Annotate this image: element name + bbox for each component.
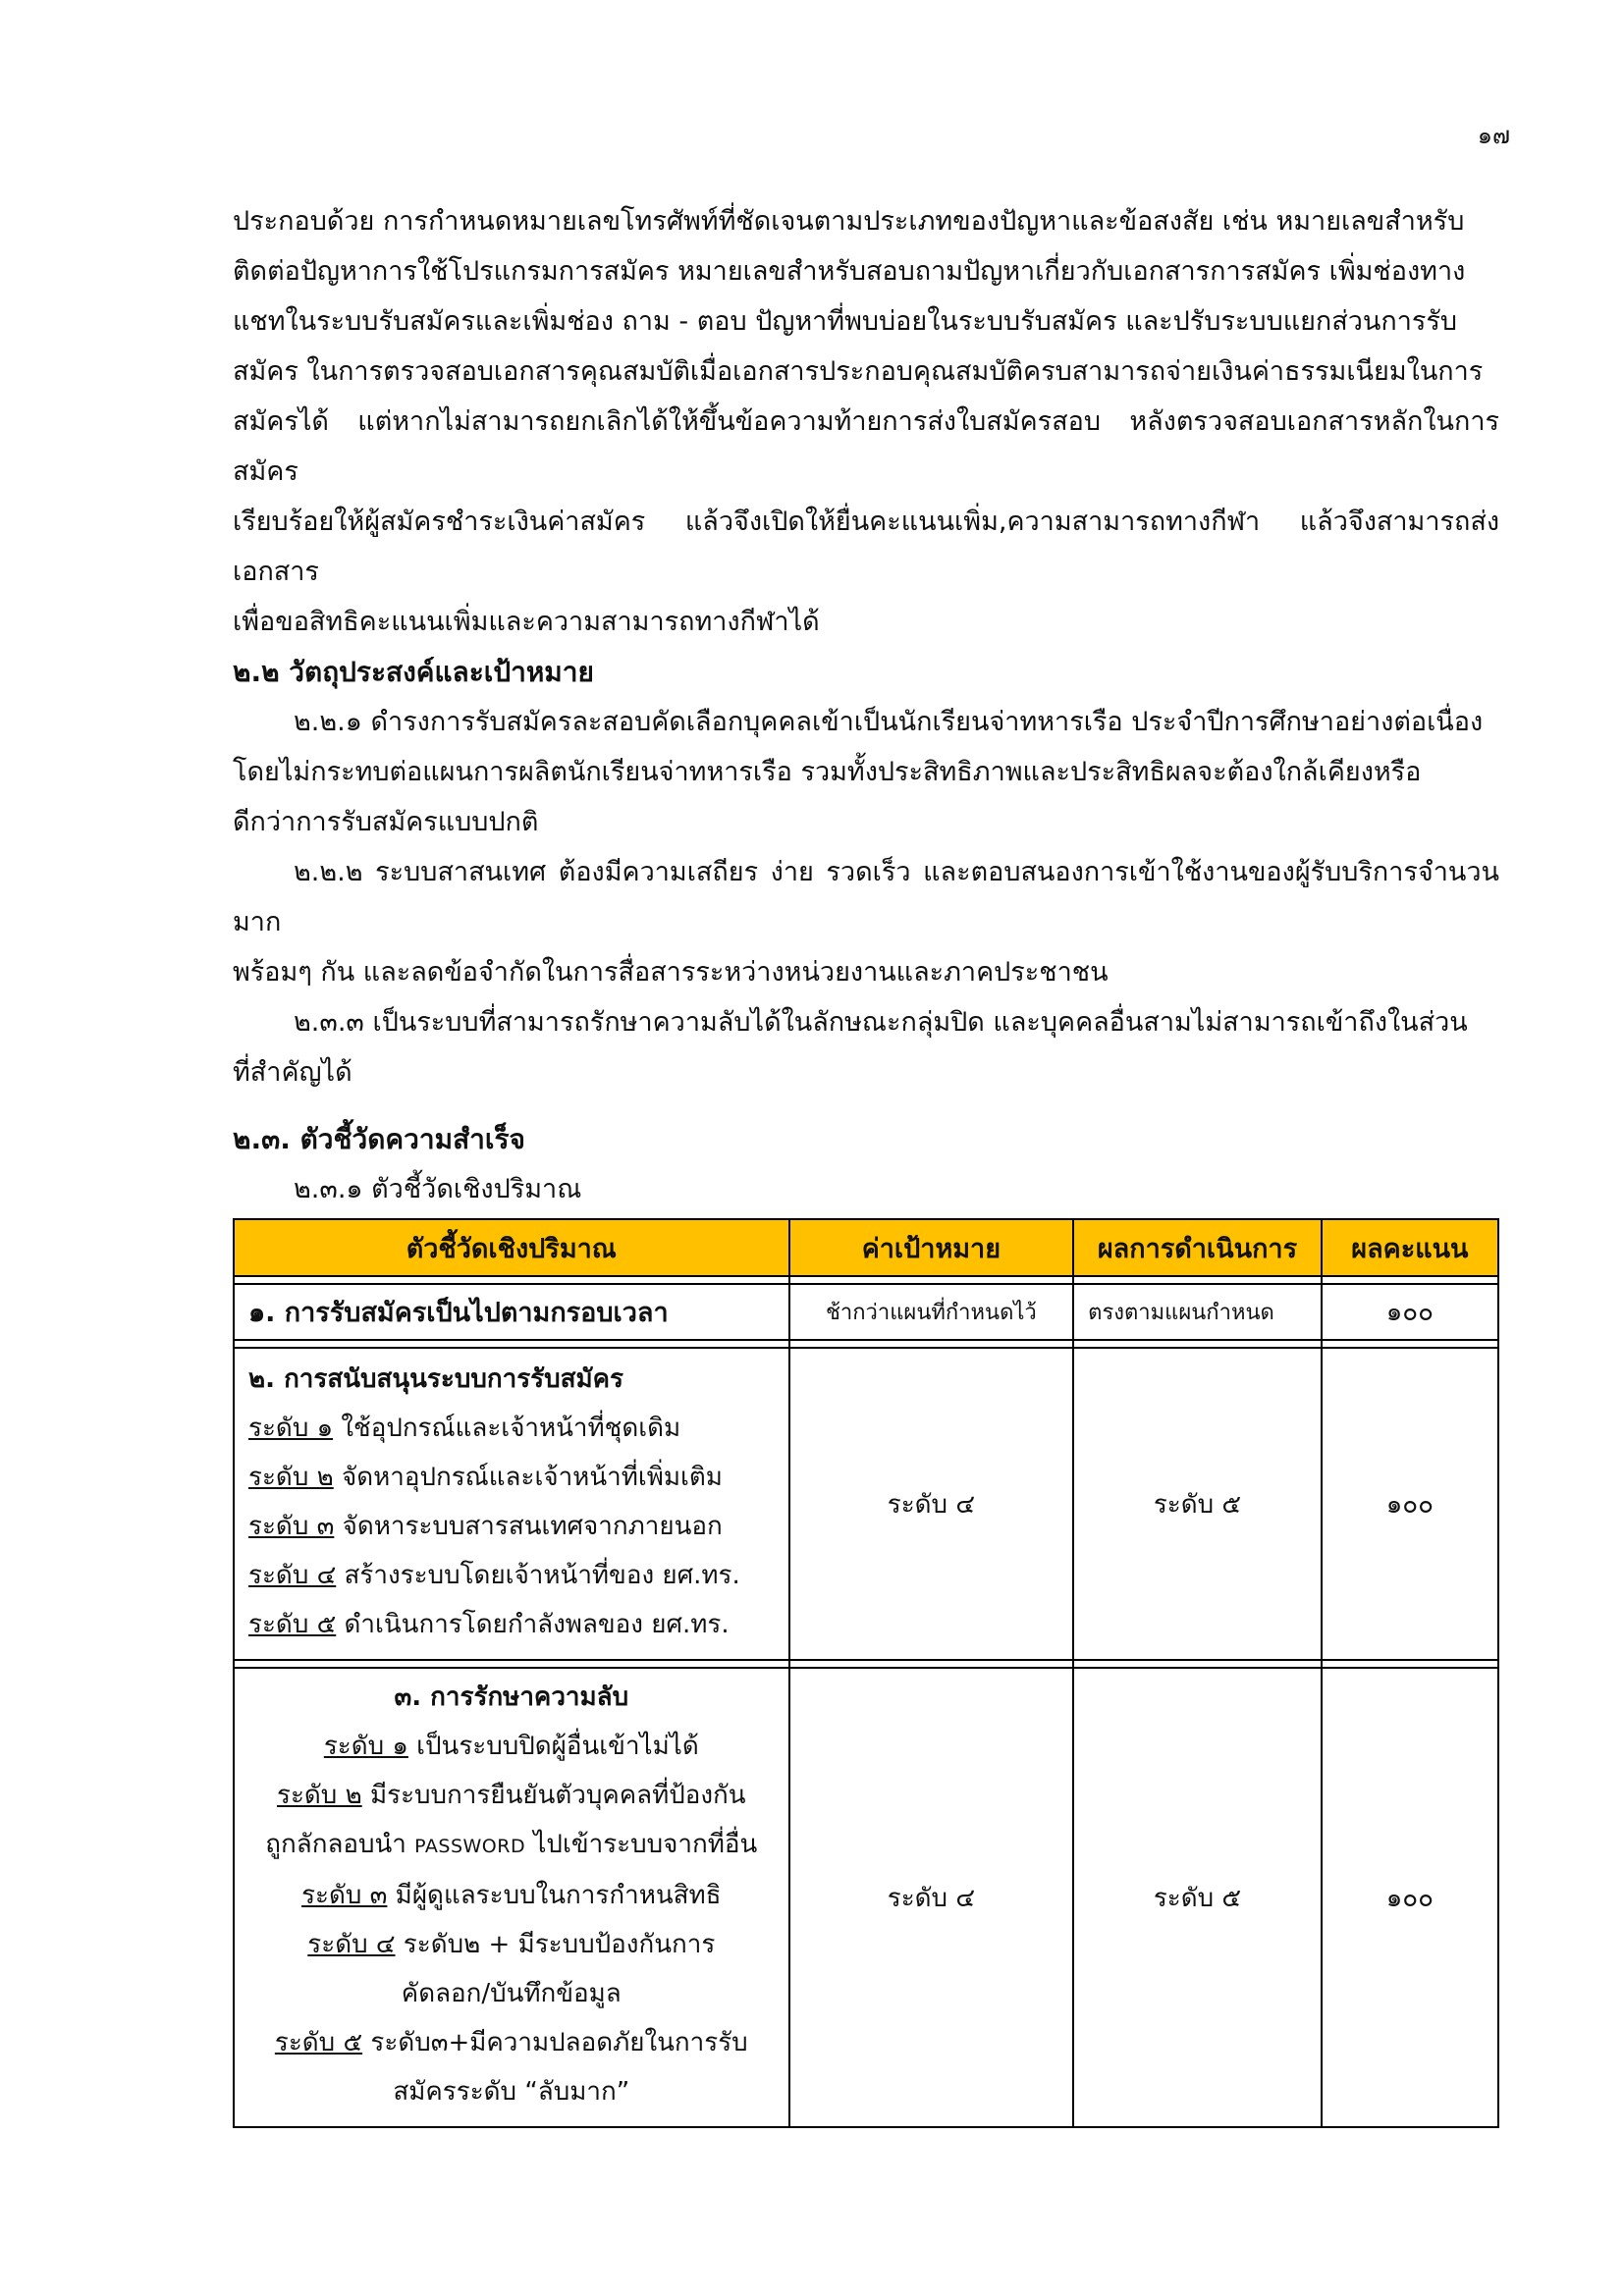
level-line: ถูกลักลอบนำ PASSWORD ไปเข้าระบบจากที่อื่น — [265, 1830, 758, 1859]
text-line: ๒.๓.๓ เป็นระบบที่สามารถรักษาความลับได้ในลักษณะกลุ่มปิด และบุคคลอื่นสามไม่สามารถเข้าถึงในส่วน — [294, 1007, 1468, 1038]
header-score: ผลคะแนน — [1322, 1219, 1498, 1276]
text-line: พร้อมๆ กัน และลดข้อจำกัดในการสื่อสารระหว่างหน่วยงานและภาคประชาชน — [233, 957, 1109, 988]
objective-item-1 — [233, 697, 1499, 847]
level-line: สมัครระดับ “ลับมาก” — [393, 2077, 630, 2107]
level-line: ระดับ ๓ มีผู้ดูแลระบบในการกำหนสิทธิ — [301, 1881, 722, 1910]
level-line: ระดับ ๕ ดำเนินการโดยกำลังพลของ ยศ.ทร. — [248, 1610, 730, 1639]
text-line: แชทในระบบรับสมัครและเพิ่มช่อง ถาม - ตอบ ปัญหาที่พบบ่อยในระบบรับสมัคร และปรับระบบแยกส่วนการรับ — [233, 306, 1458, 337]
result-value: ระดับ ๕ — [1073, 1348, 1322, 1660]
text-line: ที่สำคัญได้ — [233, 1057, 352, 1088]
header-indicator: ตัวชี้วัดเชิงปริมาณ — [234, 1219, 789, 1276]
level-line: ระดับ ๔ ระดับ๒ + มีระบบป้องกันการ — [307, 1930, 716, 1959]
score-value: ๑๐๐ — [1322, 1284, 1498, 1340]
score-value: ๑๐๐ — [1322, 1348, 1498, 1660]
text-line: สมัคร ในการตรวจสอบเอกสารคุณสมบัติเมื่อเอกสารประกอบคุณสมบัติครบสามารถจ่ายเงินค่าธรรมเนียมในการ — [233, 356, 1484, 387]
level-line: ระดับ ๒ มีระบบการยืนยันตัวบุคคลที่ป้องกัน — [276, 1781, 746, 1810]
indicator-title: ๒. การสนับสนุนระบบการรับสมัคร — [248, 1364, 624, 1394]
section-heading-objectives: ๒.๒ วัตถุประสงค์และเป้าหมาย — [233, 656, 594, 688]
table-row — [234, 1348, 1498, 1660]
objective-item-2 — [233, 847, 1499, 997]
text-line: สมัครได้ แต่หากไม่สามารถยกเลิกได้ให้ขึ้นข้อความท้ายการส่งใบสมัครสอบ หลังตรวจสอบเอกสารหลักในการสมัคร — [233, 406, 1499, 487]
text-line: ดีกว่าการรับสมัครแบบปกติ — [233, 807, 539, 837]
table-header-row — [234, 1219, 1498, 1276]
subsection-heading: ๒.๓.๑ ตัวชี้วัดเชิงปริมาณ — [294, 1174, 582, 1204]
target-value: ช้ากว่าแผนที่กำหนดไว้ — [789, 1284, 1074, 1340]
document-body — [233, 196, 1499, 2128]
level-line: ระดับ ๒ จัดหาอุปกรณ์และเจ้าหน้าที่เพิ่มเติม — [248, 1463, 723, 1492]
table-row — [234, 1284, 1498, 1340]
objective-item-3 — [233, 997, 1499, 1097]
table-row — [234, 1668, 1498, 2127]
section-heading-indicators: ๒.๓. ตัวชี้วัดความสำเร็จ — [233, 1123, 525, 1155]
score-value: ๑๐๐ — [1322, 1668, 1498, 2127]
intro-paragraph — [233, 196, 1499, 647]
text-line: เรียบร้อยให้ผู้สมัครชำระเงินค่าสมัคร แล้วจึงเปิดให้ยื่นคะแนนเพิ่ม,ความสามารถทางกีฬา แล้วจึงสามารถส่งเอกสาร — [233, 507, 1499, 587]
header-target: ค่าเป้าหมาย — [789, 1219, 1074, 1276]
level-line: ระดับ ๔ สร้างระบบโดยเจ้าหน้าที่ของ ยศ.ทร. — [248, 1561, 740, 1590]
target-value: ระดับ ๔ — [789, 1668, 1074, 2127]
level-line: คัดลอก/บันทึกข้อมูล — [401, 1979, 622, 2008]
indicator-cell — [234, 1668, 789, 2127]
header-result: ผลการดำเนินการ — [1073, 1219, 1322, 1276]
indicator-title: ๑. การรับสมัครเป็นไปตามกรอบเวลา — [234, 1284, 789, 1340]
target-value: ระดับ ๔ — [789, 1348, 1074, 1660]
text-line: ๒.๒.๑ ดำรงการรับสมัครละสอบคัดเลือกบุคคลเข้าเป็นนักเรียนจ่าทหารเรือ ประจำปีการศึกษาอย่างต่อเนื่อง — [294, 707, 1484, 737]
result-value: ระดับ ๕ — [1073, 1668, 1322, 2127]
level-line: ระดับ ๑ เป็นระบบปิดผู้อื่นเข้าไม่ได้ — [323, 1732, 699, 1761]
level-line: ระดับ ๑ ใช้อุปกรณ์และเจ้าหน้าที่ชุดเดิม — [248, 1414, 681, 1443]
indicator-cell — [234, 1348, 789, 1660]
indicator-table — [233, 1218, 1499, 2128]
text-line: เพื่อขอสิทธิคะแนนเพิ่มและความสามารถทางกีฬาได้ — [233, 607, 820, 637]
result-value: ตรงตามแผนกำหนด — [1073, 1284, 1322, 1340]
text-line: ประกอบด้วย การกำหนดหมายเลขโทรศัพท์ที่ชัดเจนตามประเภทของปัญหาและข้อสงสัย เช่น หมายเลขสำหรับ — [233, 206, 1465, 237]
text-line: โดยไม่กระทบต่อแผนการผลิตนักเรียนจ่าทหารเรือ รวมทั้งประสิทธิภาพและประสิทธิผลจะต้องใกล้เคียงหรือ — [233, 757, 1422, 787]
level-line: ระดับ ๓ จัดหาระบบสารสนเทศจากภายนอก — [248, 1512, 723, 1541]
level-line: ระดับ ๕ ระดับ๓+มีความปลอดภัยในการรับ — [274, 2028, 748, 2057]
page-number: ๑๗ — [1477, 122, 1510, 149]
text-line: ๒.๒.๒ ระบบสาสนเทศ ต้องมีความเสถียร ง่าย รวดเร็ว และตอบสนองการเข้าใช้งานของผู้รับบริการจำนวนมาก — [233, 857, 1499, 937]
text-line: ติดต่อปัญหาการใช้โปรแกรมการสมัคร หมายเลขสำหรับสอบถามปัญหาเกี่ยวกับเอกสารการสมัคร เพิ่มช่องทาง — [233, 256, 1466, 287]
indicator-title: ๓. การรักษาความลับ — [394, 1682, 629, 1712]
